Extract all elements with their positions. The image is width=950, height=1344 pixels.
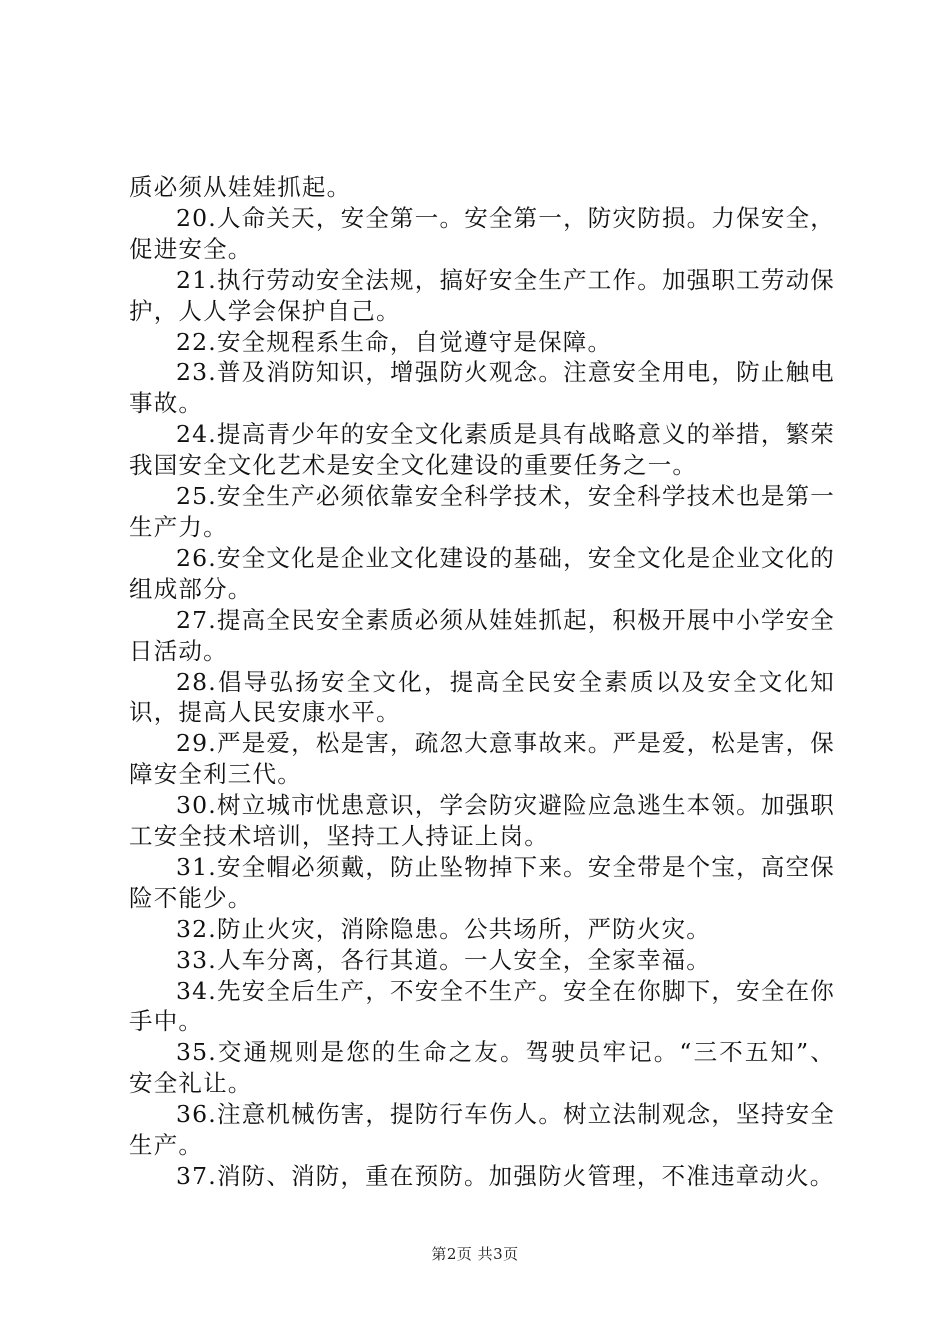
paragraph-item-31: 31.安全帽必须戴，防止坠物掉下来。安全带是个宝，高空保险不能少。 — [129, 852, 835, 912]
paragraph-item-36: 36.注意机械伤害，提防行车伤人。树立法制观念，坚持安全生产。 — [129, 1100, 835, 1160]
paragraph-item-23: 23.普及消防知识，增强防火观念。注意安全用电，防止触电事故。 — [129, 358, 835, 418]
paragraph-item-26: 26.安全文化是企业文化建设的基础，安全文化是企业文化的组成部分。 — [129, 543, 835, 603]
paragraph-item-27: 27.提高全民安全素质必须从娃娃抓起，积极开展中小学安全日活动。 — [129, 605, 835, 665]
paragraph-continuation: 质必须从娃娃抓起。 — [129, 173, 352, 201]
paragraph-item-32: 32.防止火灾，消除隐患。公共场所，严防火灾。 — [176, 914, 711, 943]
paragraph-item-37: 37.消防、消防，重在预防。加强防火管理，不准违章动火。 — [176, 1162, 835, 1190]
page-number-label: 第2页 共3页 — [431, 1245, 519, 1263]
paragraph-item-24: 24.提高青少年的安全文化素质是具有战略意义的举措，繁荣我国安全文化艺术是安全文化建设的重要任务之一。 — [129, 420, 835, 480]
paragraph-item-34: 34.先安全后生产，不安全不生产。安全在你脚下，安全在你手中。 — [129, 976, 835, 1036]
paragraph-item-30: 30.树立城市忧患意识，学会防灾避险应急逃生本领。加强职工安全技术培训，坚持工人持证上岗。 — [129, 791, 835, 851]
paragraph-item-29: 29.严是爱，松是害，疏忽大意事故来。严是爱，松是害，保障安全利三代。 — [129, 729, 835, 789]
paragraph-item-33: 33.人车分离，各行其道。一人安全，全家幸福。 — [176, 945, 711, 974]
paragraph-item-25: 25.安全生产必须依靠安全科学技术，安全科学技术也是第一生产力。 — [129, 482, 835, 541]
paragraph-item-21: 21.执行劳动安全法规，搞好安全生产工作。加强职工劳动保护，人人学会保护自己。 — [129, 265, 835, 325]
paragraph-item-22: 22.安全规程系生命，自觉遵守是保障。 — [176, 327, 613, 356]
paragraph-item-35: 35.交通规则是您的生命之友。驾驶员牢记。“三不五知”、安全礼让。 — [129, 1038, 835, 1098]
page-footer — [0, 1243, 950, 1264]
document-body — [129, 172, 835, 1192]
paragraph-item-20: 20.人命关天，安全第一。安全第一，防灾防损。力保安全，促进安全。 — [129, 203, 835, 263]
paragraph-item-28: 28.倡导弘扬安全文化，提高全民安全素质以及安全文化知识，提高人民安康水平。 — [129, 667, 835, 727]
